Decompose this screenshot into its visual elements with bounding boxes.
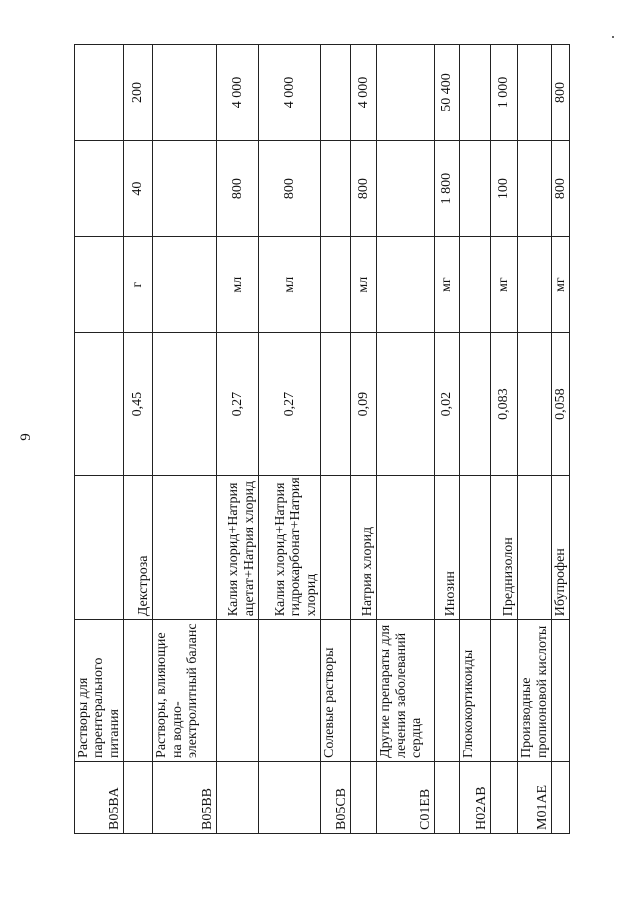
cell-unit [321,237,351,333]
cell-dose1: 1 800 [435,141,460,237]
cell-drug [75,476,124,620]
drug-table [74,44,570,834]
page-number: 9 [18,433,34,441]
cell-drug: Ибупрофен [551,476,569,620]
cell-coef: 0,058 [551,333,569,476]
cell-dose1 [460,141,491,237]
cell-coef: 0,45 [124,333,153,476]
cell-dose2 [153,45,217,141]
cell-code [351,761,377,833]
table-rotor [74,44,568,834]
cell-coef: 0,09 [351,333,377,476]
cell-drug: Калия хлорид+Натрия гидрокарбонат+Натрия хлорид [259,476,321,620]
cell-drug [377,476,435,620]
cell-coef [460,333,491,476]
cell-dose1 [153,141,217,237]
cell-dose1: 800 [259,141,321,237]
cell-group: Глюкокортикоиды [460,620,491,762]
cell-drug [153,476,217,620]
cell-unit [460,237,491,333]
cell-unit [518,237,552,333]
cell-dose2: 4 000 [351,45,377,141]
cell-code: B05BA [75,761,124,833]
cell-coef: 0,02 [435,333,460,476]
cell-drug [460,476,491,620]
cell-dose2: 1 000 [491,45,518,141]
cell-drug [321,476,351,620]
cell-code [217,761,259,833]
cell-unit: мг [551,237,569,333]
cell-unit [75,237,124,333]
table-row [551,45,569,834]
cell-dose1 [321,141,351,237]
scan-dot [612,36,614,38]
cell-dose2: 4 000 [217,45,259,141]
rotated-table-frame [74,44,568,834]
cell-group [124,620,153,762]
table-row [153,45,217,834]
cell-unit: мл [259,237,321,333]
cell-code [259,761,321,833]
cell-unit: мг [491,237,518,333]
cell-dose2 [518,45,552,141]
cell-coef [321,333,351,476]
cell-dose1: 100 [491,141,518,237]
table-row [321,45,351,834]
table-row [518,45,552,834]
cell-dose2: 50 400 [435,45,460,141]
cell-drug: Натрия хлорид [351,476,377,620]
cell-drug [518,476,552,620]
cell-dose1: 800 [551,141,569,237]
cell-code: C01EB [377,761,435,833]
cell-coef [153,333,217,476]
table-row [124,45,153,834]
cell-dose2 [460,45,491,141]
table-row [491,45,518,834]
cell-group: Другие препараты для лечения заболеваний сердца [377,620,435,762]
cell-unit: мл [217,237,259,333]
cell-dose1: 800 [351,141,377,237]
cell-unit [153,237,217,333]
table-row [460,45,491,834]
cell-dose2: 800 [551,45,569,141]
table-row [259,45,321,834]
cell-drug: Декстроза [124,476,153,620]
cell-code [551,761,569,833]
cell-group [435,620,460,762]
cell-unit: мг [435,237,460,333]
cell-dose2 [377,45,435,141]
cell-coef [75,333,124,476]
table-row [377,45,435,834]
cell-dose2 [321,45,351,141]
cell-unit [377,237,435,333]
cell-coef: 0,083 [491,333,518,476]
cell-dose1: 40 [124,141,153,237]
cell-group [491,620,518,762]
cell-code: B05CB [321,761,351,833]
cell-dose1 [377,141,435,237]
cell-unit: мл [351,237,377,333]
cell-coef: 0,27 [217,333,259,476]
table-row [435,45,460,834]
cell-group: Солевые растворы [321,620,351,762]
cell-group: Производные пропионовой кислоты [518,620,552,762]
cell-dose1 [75,141,124,237]
cell-drug: Инозин [435,476,460,620]
drug-table-body [75,45,570,834]
cell-dose2 [75,45,124,141]
cell-dose2: 4 000 [259,45,321,141]
table-row [351,45,377,834]
cell-code [491,761,518,833]
cell-dose2: 200 [124,45,153,141]
cell-group [351,620,377,762]
cell-coef [377,333,435,476]
cell-group [551,620,569,762]
cell-coef: 0,27 [259,333,321,476]
cell-code: B05BB [153,761,217,833]
cell-group [217,620,259,762]
cell-drug: Калия хлорид+Натрия ацетат+Натрия хлорид [217,476,259,620]
cell-code: M01AE [518,761,552,833]
cell-group: Растворы, влияющие на водно-электролитный баланс [153,620,217,762]
cell-dose1: 800 [217,141,259,237]
cell-code: H02AB [460,761,491,833]
table-row [217,45,259,834]
cell-dose1 [518,141,552,237]
cell-unit: г [124,237,153,333]
table-row [75,45,124,834]
cell-coef [518,333,552,476]
cell-group [259,620,321,762]
cell-drug: Преднизолон [491,476,518,620]
cell-code [435,761,460,833]
cell-group: Растворы для парентерального питания [75,620,124,762]
cell-code [124,761,153,833]
